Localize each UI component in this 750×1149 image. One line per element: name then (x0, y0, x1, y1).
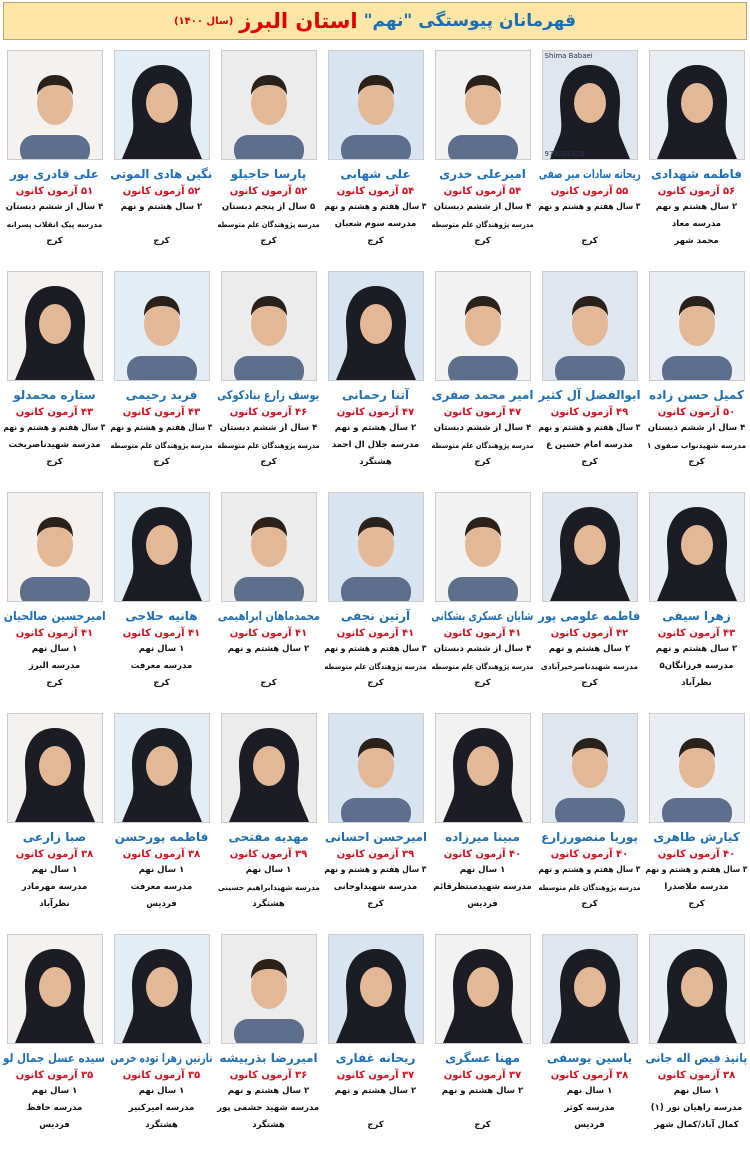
student-photo (649, 934, 745, 1044)
school-name: مدرسه پژوهندگان علم متوسطه (110, 441, 213, 450)
study-years: ۲ سال هشتم و نهم (334, 423, 417, 433)
school-name: مدرسه پژوهندگان علم متوسطه (324, 662, 427, 671)
city-name: کرج (46, 457, 63, 467)
city-name: کرج (367, 678, 384, 688)
student-card (108, 707, 215, 928)
student-photo (221, 934, 317, 1044)
city-name: کرج (474, 1120, 491, 1130)
student-photo (328, 713, 424, 823)
exam-count: ۵۶ آزمون کانون (657, 186, 736, 197)
portrait-image (8, 935, 102, 1043)
student-name: کمیل حسن زاده (649, 388, 744, 402)
student-card (1, 44, 108, 265)
student-card (1, 265, 108, 486)
study-years: ۴ سال از ششم دبستان (433, 423, 532, 433)
portrait-image (436, 493, 530, 601)
student-name: علی قادری پور (10, 167, 99, 181)
exam-count: ۴۷ آزمون کانون (336, 407, 415, 418)
school-name: مدرسه پژوهندگان علم متوسطه (217, 220, 320, 229)
study-years: ۱ سال نهم (459, 865, 506, 875)
student-card (215, 486, 322, 707)
city-name: کرج (581, 457, 598, 467)
portrait-image (115, 493, 209, 601)
student-name: فربد رحیمی (125, 388, 198, 402)
student-name: محمدماهان ابراهیمی (217, 609, 320, 623)
student-name: پوریا منصورزارع (541, 830, 638, 844)
student-card (322, 707, 429, 928)
city-name: هشتگرد (145, 1120, 178, 1130)
school-name: مدرسه مهرمادر (21, 882, 88, 892)
portrait-image (543, 714, 637, 822)
study-years: ۳ سال هفتم و هشتم و نهم (645, 865, 748, 875)
student-card (643, 928, 750, 1149)
exam-count: ۴۱ آزمون کانون (122, 628, 201, 639)
study-years: ۳ سال هفتم و هشتم و نهم (538, 202, 641, 212)
student-name: یوسف زارع بنادکوکی (217, 388, 320, 402)
student-card (643, 44, 750, 265)
photo-caption: Shima Babaei (544, 52, 593, 60)
student-photo (221, 271, 317, 381)
study-years: ۳ سال هفتم و هشتم و نهم (110, 423, 213, 433)
city-name: کمال آباد/کمال شهر (654, 1120, 739, 1130)
student-name: آرتین نجفی (340, 609, 411, 623)
exam-count: ۴۹ آزمون کانون (550, 407, 629, 418)
student-card (215, 928, 322, 1149)
study-years: ۳ سال هفتم و هشتم و نهم (324, 202, 427, 212)
portrait-image (222, 714, 316, 822)
student-photo (542, 713, 638, 823)
portrait-image (436, 272, 530, 380)
student-card (108, 44, 215, 265)
study-years: ۲ سال هشتم و نهم (120, 202, 203, 212)
student-name: زهرا سیفی (662, 609, 731, 623)
student-name: سیده عسل جمال لو (3, 1051, 106, 1065)
exam-count: ۴۲ آزمون کانون (550, 628, 629, 639)
study-years: ۴ سال از ششم دبستان (219, 423, 318, 433)
student-name: امیرحسین صالحیان (3, 609, 106, 623)
city-name: کرج (153, 457, 170, 467)
portrait-image (8, 493, 102, 601)
city-name: هشتگرد (252, 1120, 285, 1130)
student-photo (221, 50, 317, 160)
student-name: هانیه حلاجی (125, 609, 198, 623)
study-years: ۱ سال نهم (138, 865, 185, 875)
study-years: ۳ سال هفتم و هشتم و نهم (538, 865, 641, 875)
student-name: پارسا حاجیلو (230, 167, 307, 181)
school-name: مدرسه معاد (671, 219, 722, 229)
student-name: ریحانه سادات میر صفی (538, 167, 641, 181)
city-name: فردیس (467, 899, 498, 909)
city-name: کرج (367, 236, 384, 246)
portrait-image (650, 714, 744, 822)
school-name: مدرسه پژوهندگان علم متوسطه (431, 220, 534, 229)
student-photo (114, 934, 210, 1044)
student-photo (542, 50, 638, 160)
student-photo (328, 271, 424, 381)
portrait-image (222, 493, 316, 601)
study-years: ۲ سال هشتم و نهم (227, 644, 310, 654)
city-name: کرج (367, 899, 384, 909)
student-card (429, 486, 536, 707)
city-name: نظرآباد (39, 899, 70, 909)
school-name: مدرسه امام حسین ع (546, 440, 633, 450)
exam-count: ۵۲ آزمون کانون (122, 186, 201, 197)
title-year: (سال ۱۴۰۰) (173, 15, 234, 27)
exam-count: ۳۵ آزمون کانون (122, 1070, 201, 1081)
student-name: آتنا رحمانی (342, 388, 409, 402)
study-years: ۲ سال هشتم و نهم (441, 1086, 524, 1096)
student-name: امیررضا بذرپیشه (219, 1051, 318, 1065)
school-name: مدرسه حافظ (26, 1103, 83, 1113)
student-name: نازنین زهرا توده خرمن (110, 1051, 213, 1065)
student-name: امیرحسن احسانی (324, 830, 427, 844)
study-years: ۲ سال هشتم و نهم (655, 644, 738, 654)
study-years: ۱ سال نهم (138, 644, 185, 654)
student-photo (221, 713, 317, 823)
city-name: کرج (260, 236, 277, 246)
student-name: نگین هادی الموتی (110, 167, 213, 181)
student-card (215, 44, 322, 265)
portrait-image (115, 935, 209, 1043)
student-card (429, 707, 536, 928)
student-photo (542, 492, 638, 602)
school-name: مدرسه امیرکبیر (128, 1103, 195, 1113)
city-name: فردیس (574, 1120, 605, 1130)
portrait-image (329, 493, 423, 601)
exam-count: ۵۴ آزمون کانون (336, 186, 415, 197)
study-years: ۱ سال نهم (31, 644, 78, 654)
student-photo (221, 492, 317, 602)
city-name: کرج (581, 236, 598, 246)
portrait-image (115, 714, 209, 822)
student-card (215, 265, 322, 486)
student-photo (649, 713, 745, 823)
student-card (536, 486, 643, 707)
student-photo (542, 934, 638, 1044)
student-name: یاسین یوسفی (546, 1051, 633, 1065)
portrait-image (543, 272, 637, 380)
study-years: ۴ سال از ششم دبستان (5, 202, 104, 212)
exam-count: ۴۱ آزمون کانون (443, 628, 522, 639)
student-card (536, 265, 643, 486)
student-name: ابوالفضل آل کثیر (538, 388, 641, 402)
portrait-image (543, 51, 637, 159)
city-name: محمد شهر (674, 236, 719, 246)
school-name: مدرسه جلال ال احمد (331, 440, 420, 450)
exam-count: ۵۰ آزمون کانون (657, 407, 736, 418)
exam-count: ۴۰ آزمون کانون (443, 849, 522, 860)
portrait-image (543, 935, 637, 1043)
portrait-image (222, 935, 316, 1043)
student-photo (435, 934, 531, 1044)
exam-count: ۴۰ آزمون کانون (550, 849, 629, 860)
exam-count: ۴۱ آزمون کانون (229, 628, 308, 639)
city-name: کرج (688, 899, 705, 909)
city-name: کرج (46, 678, 63, 688)
student-photo (328, 50, 424, 160)
student-card (536, 44, 643, 265)
study-years: ۴ سال از ششم دبستان (433, 202, 532, 212)
student-name: امیرعلی خدری (439, 167, 526, 181)
study-years: ۴ سال از ششم دبستان (647, 423, 746, 433)
student-photo (328, 492, 424, 602)
study-years: ۱ سال نهم (31, 1086, 78, 1096)
portrait-image (436, 714, 530, 822)
student-photo (649, 50, 745, 160)
student-card (322, 486, 429, 707)
student-card (643, 707, 750, 928)
city-name: کرج (260, 457, 277, 467)
school-name: مدرسه شهیدنواب صفوی ۱ (646, 441, 747, 450)
study-years: ۳ سال هفتم و هشتم و نهم (3, 423, 106, 433)
school-name: مدرسه معرفت (130, 882, 193, 892)
student-card (322, 44, 429, 265)
student-card (643, 265, 750, 486)
exam-count: ۴۷ آزمون کانون (443, 407, 522, 418)
city-name: فردیس (39, 1120, 70, 1130)
exam-count: ۴۳ آزمون کانون (15, 407, 94, 418)
title-grade: "نهم" (363, 11, 413, 31)
student-photo (7, 271, 103, 381)
student-name: امیر محمد صفری (431, 388, 534, 402)
student-name: مهدیه مفتحی (228, 830, 309, 844)
exam-count: ۴۳ آزمون کانون (657, 628, 736, 639)
study-years: ۳ سال هفتم و هشتم و نهم (538, 423, 641, 433)
portrait-image (8, 714, 102, 822)
city-name: کرج (474, 678, 491, 688)
exam-count: ۴۳ آزمون کانون (122, 407, 201, 418)
student-name: کیارش طاهری (653, 830, 740, 844)
student-photo (7, 713, 103, 823)
school-name: مدرسه شهید حشمی پور (217, 1103, 320, 1113)
portrait-image (115, 51, 209, 159)
student-photo (542, 271, 638, 381)
school-name: مدرسه کوثر (564, 1103, 615, 1113)
student-card (429, 44, 536, 265)
school-name: مدرسه پژوهندگان علم متوسطه (217, 441, 320, 450)
student-photo (114, 492, 210, 602)
student-name: شایان عسکری بشکانی (431, 609, 534, 623)
exam-count: ۳۸ آزمون کانون (550, 1070, 629, 1081)
student-card (108, 928, 215, 1149)
student-card (536, 928, 643, 1149)
student-photo (7, 50, 103, 160)
student-name: ریحانه غفاری (335, 1051, 416, 1065)
student-name: فاطمه پورحسن (114, 830, 209, 844)
student-card (108, 486, 215, 707)
school-name: مدرسه شهیدابراهیم حسینی (217, 883, 320, 892)
city-name: فردیس (146, 899, 177, 909)
school-name: مدرسه شهیدناصربخت (8, 440, 101, 450)
student-photo (435, 271, 531, 381)
portrait-image (115, 272, 209, 380)
portrait-image (436, 935, 530, 1043)
school-name: مدرسه معرفت (130, 661, 193, 671)
study-years: ۳ سال هفتم و هشتم و نهم (324, 865, 427, 875)
student-photo (114, 50, 210, 160)
portrait-image (650, 493, 744, 601)
study-years: ۲ سال هشتم و نهم (655, 202, 738, 212)
portrait-image (650, 272, 744, 380)
portrait-image (222, 51, 316, 159)
portrait-image (222, 272, 316, 380)
school-name: مدرسه شهیدناصرخیرآبادی (540, 662, 639, 671)
student-name: فاطمه علومی پور (538, 609, 641, 623)
student-name: ستاره محمدلو (13, 388, 96, 402)
exam-count: ۴۰ آزمون کانون (657, 849, 736, 860)
school-name: مدرسه پژوهندگان علم متوسطه (538, 883, 641, 892)
school-name: مدرسه پژوهندگان علم متوسطه (431, 662, 534, 671)
portrait-image (8, 51, 102, 159)
city-name: کرج (46, 236, 63, 246)
portrait-image (329, 272, 423, 380)
portrait-image (650, 935, 744, 1043)
student-card (322, 265, 429, 486)
city-name: کرج (581, 678, 598, 688)
student-photo (435, 50, 531, 160)
student-card (215, 707, 322, 928)
study-years: ۱ سال نهم (673, 1086, 720, 1096)
exam-count: ۳۷ آزمون کانون (336, 1070, 415, 1081)
school-name: مدرسه شهیداوجانی (333, 882, 418, 892)
student-photo (114, 271, 210, 381)
city-name: کرج (474, 457, 491, 467)
student-photo (7, 934, 103, 1044)
school-name: مدرسه پژوهندگان علم متوسطه (431, 441, 534, 450)
city-name: کرج (153, 236, 170, 246)
exam-count: ۵۴ آزمون کانون (443, 186, 522, 197)
exam-count: ۴۱ آزمون کانون (336, 628, 415, 639)
exam-count: ۳۹ آزمون کانون (229, 849, 308, 860)
student-card (429, 265, 536, 486)
exam-count: ۴۶ آزمون کانون (229, 407, 308, 418)
study-years: ۱ سال نهم (31, 865, 78, 875)
students-grid (0, 44, 750, 1149)
city-name: کرج (153, 678, 170, 688)
title-province: استان البرز (239, 9, 358, 33)
portrait-image (543, 493, 637, 601)
school-name: مدرسه سوم شعبان (334, 219, 417, 229)
study-years: ۲ سال هشتم و نهم (548, 644, 631, 654)
city-name: کرج (260, 678, 277, 688)
student-name: علی شهابی (340, 167, 411, 181)
student-card (1, 707, 108, 928)
school-name: مدرسه البرز (28, 661, 81, 671)
student-name: فاطمه شهدادی (650, 167, 743, 181)
school-name: مدرسه فرزانگان۵ (659, 661, 734, 671)
photo-caption: 973001418 (544, 150, 585, 158)
student-name: پانیذ فیض اله جانی (645, 1051, 748, 1065)
study-years: ۱ سال نهم (245, 865, 292, 875)
city-name: هشتگرد (359, 457, 392, 467)
student-photo (649, 492, 745, 602)
exam-count: ۳۵ آزمون کانون (15, 1070, 94, 1081)
title-champions: قهرمانان پیوستگی (418, 11, 577, 31)
study-years: ۲ سال هشتم و نهم (227, 1086, 310, 1096)
student-name: صبا زارعی (22, 830, 87, 844)
portrait-image (329, 714, 423, 822)
exam-count: ۳۸ آزمون کانون (657, 1070, 736, 1081)
exam-count: ۳۸ آزمون کانون (15, 849, 94, 860)
study-years: ۳ سال هفتم و هشتم و نهم (324, 644, 427, 654)
student-photo (328, 934, 424, 1044)
city-name: هشتگرد (252, 899, 285, 909)
study-years: ۱ سال نهم (138, 1086, 185, 1096)
student-card (108, 265, 215, 486)
portrait-image (329, 51, 423, 159)
student-card (322, 928, 429, 1149)
exam-count: ۴۱ آزمون کانون (15, 628, 94, 639)
exam-count: ۳۷ آزمون کانون (443, 1070, 522, 1081)
student-card (1, 928, 108, 1149)
exam-count: ۵۱ آزمون کانون (15, 186, 94, 197)
portrait-image (329, 935, 423, 1043)
portrait-image (436, 51, 530, 159)
page-header (3, 2, 747, 40)
student-photo (649, 271, 745, 381)
school-name: مدرسه پیک انقلاب پسرانه (6, 220, 103, 229)
portrait-image (650, 51, 744, 159)
student-card (429, 928, 536, 1149)
exam-count: ۵۵ آزمون کانون (550, 186, 629, 197)
student-photo (435, 713, 531, 823)
student-card (536, 707, 643, 928)
city-name: کرج (367, 1120, 384, 1130)
exam-count: ۵۲ آزمون کانون (229, 186, 308, 197)
exam-count: ۳۸ آزمون کانون (122, 849, 201, 860)
study-years: ۱ سال نهم (566, 1086, 613, 1096)
school-name: مدرسه شهیدمنتظرقائم (433, 882, 532, 892)
student-photo (435, 492, 531, 602)
exam-count: ۳۹ آزمون کانون (336, 849, 415, 860)
school-name: مدرسه راهیان نور (۱) (650, 1103, 743, 1113)
study-years: ۲ سال هشتم و نهم (334, 1086, 417, 1096)
city-name: کرج (581, 899, 598, 909)
study-years: ۵ سال از پنجم دبستان (221, 202, 316, 212)
student-card (1, 486, 108, 707)
student-card (643, 486, 750, 707)
student-name: مهنا عسگری (445, 1051, 520, 1065)
study-years: ۴ سال از ششم دبستان (433, 644, 532, 654)
city-name: کرج (474, 236, 491, 246)
portrait-image (8, 272, 102, 380)
school-name: مدرسه ملاصدرا (664, 882, 729, 892)
exam-count: ۳۶ آزمون کانون (229, 1070, 308, 1081)
student-name: مبینا میرزاده (445, 830, 520, 844)
student-photo (7, 492, 103, 602)
city-name: کرج (688, 457, 705, 467)
city-name: نظرآباد (681, 678, 712, 688)
student-photo (114, 713, 210, 823)
